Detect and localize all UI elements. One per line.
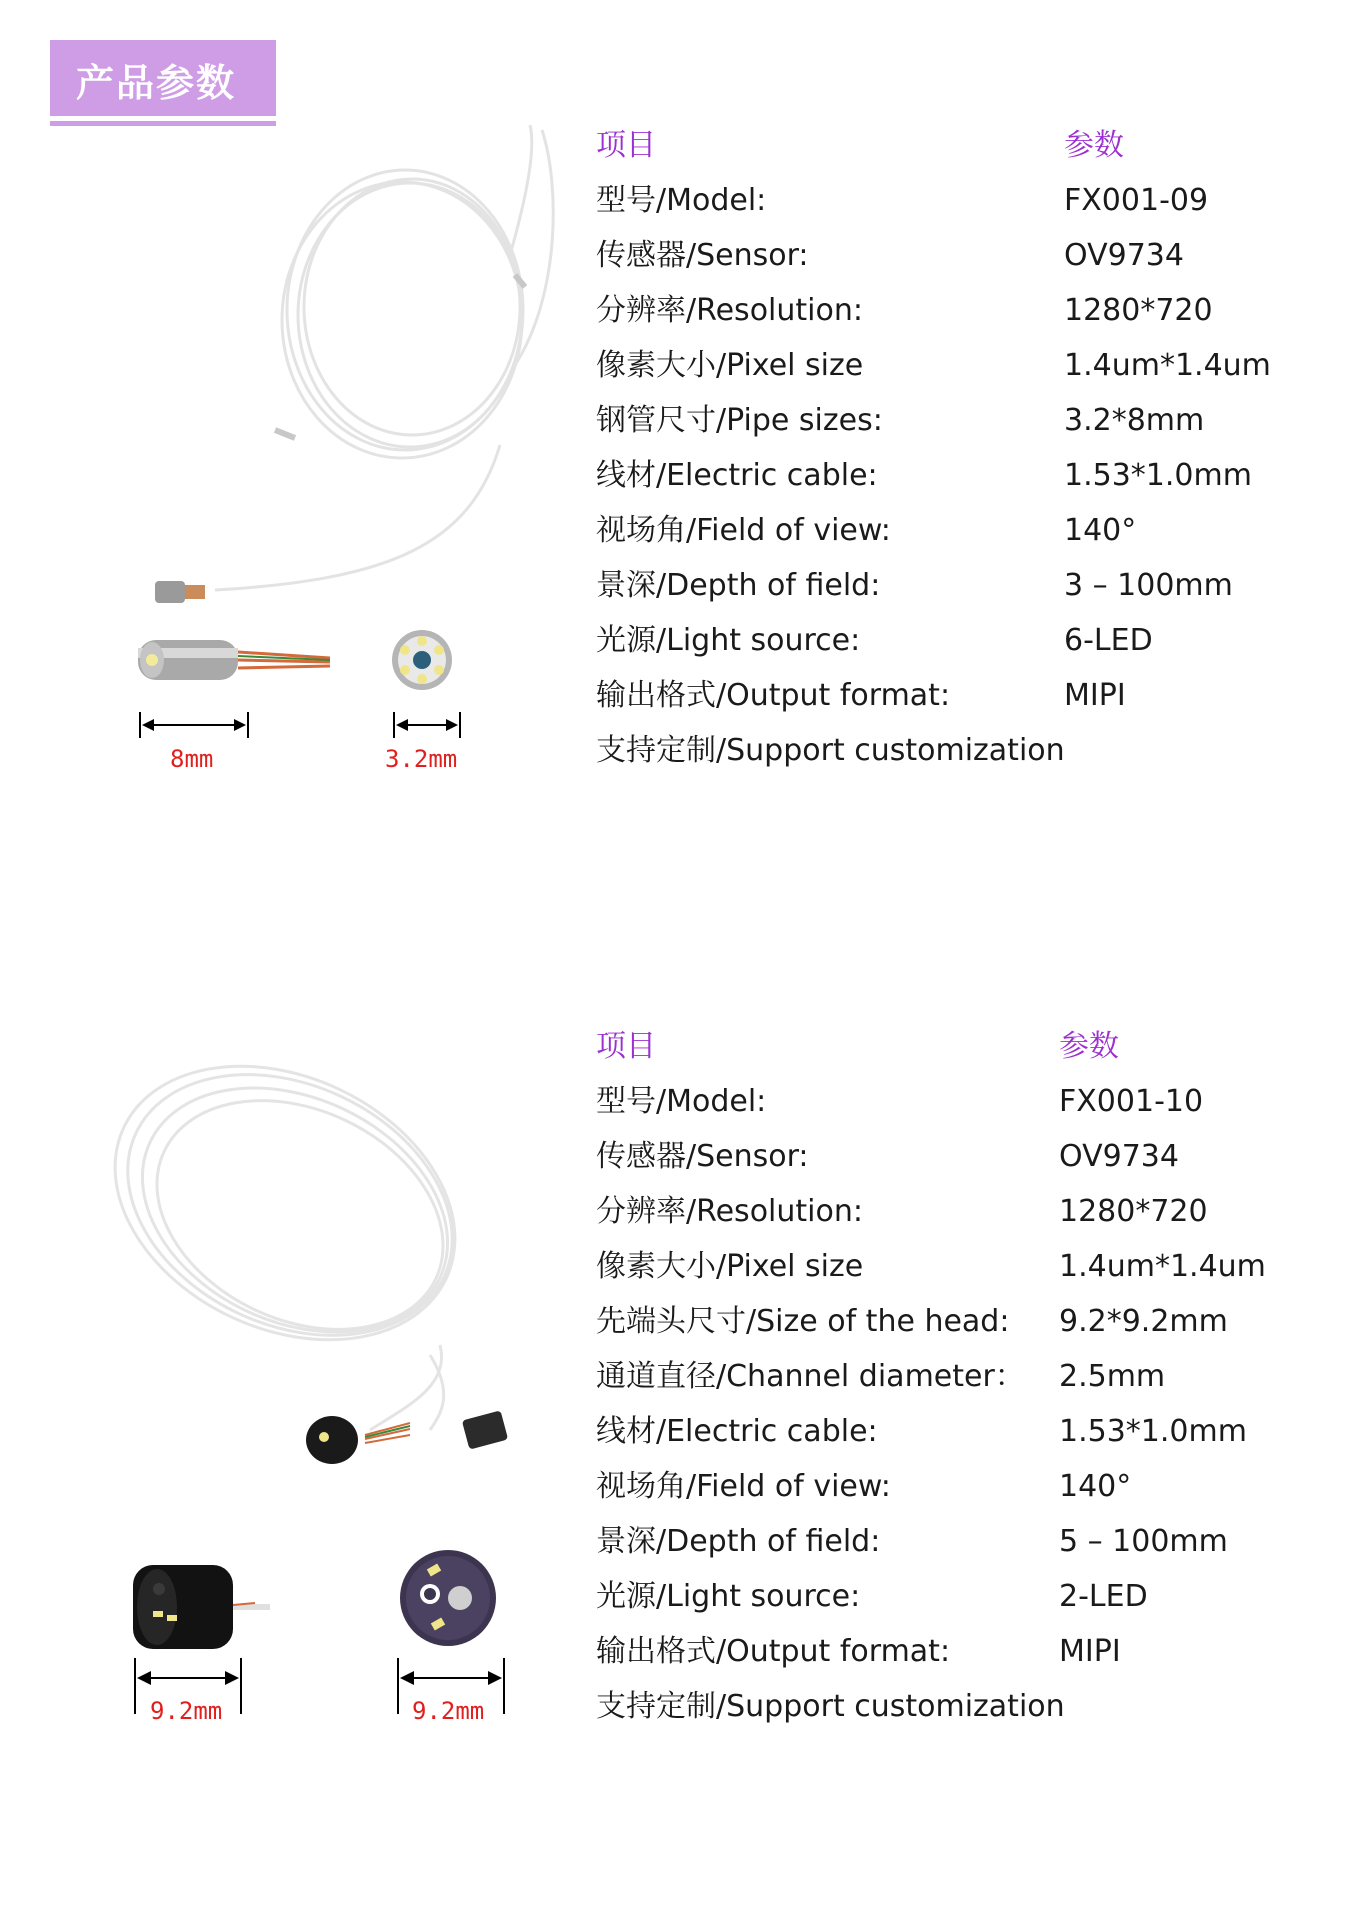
- product-2-length-label: 9.2mm: [150, 1697, 223, 1725]
- spec-label: 像素大小/Pixel size: [596, 1249, 864, 1284]
- spec-value: OV9734: [1064, 238, 1184, 273]
- spec-label: 输出格式/Output format:: [596, 678, 951, 713]
- item-header: 项目: [596, 128, 656, 163]
- spec-value: 140°: [1064, 513, 1137, 548]
- product-2-front-view-image: [398, 1548, 498, 1648]
- spec-value: 1280*720: [1059, 1194, 1208, 1229]
- spec-label: 钢管尺寸/Pipe sizes:: [596, 403, 883, 438]
- spec-label: 分辨率/Resolution:: [596, 1194, 863, 1229]
- spec-value: 9.2*9.2mm: [1059, 1304, 1228, 1339]
- spec-label: 光源/Light source:: [596, 1579, 861, 1614]
- spec-label: 传感器/Sensor:: [596, 238, 809, 273]
- item-header: 项目: [596, 1029, 656, 1064]
- product-1-side-view-image: [130, 630, 340, 690]
- value-header: 参数: [1064, 128, 1124, 163]
- spec-label: 支持定制/Support customization: [596, 733, 1065, 768]
- spec-label: 像素大小/Pixel size: [596, 348, 864, 383]
- spec-value: 3 – 100mm: [1064, 568, 1233, 603]
- spec-label: 视场角/Field of view:: [596, 1469, 891, 1504]
- spec-label: 型号/Model:: [596, 1084, 767, 1119]
- spec-value: MIPI: [1059, 1634, 1121, 1669]
- product-1-diameter-arrow: [392, 710, 462, 740]
- spec-label: 输出格式/Output format:: [596, 1634, 951, 1669]
- spec-label: 光源/Light source:: [596, 623, 861, 658]
- spec-value: 5 – 100mm: [1059, 1524, 1228, 1559]
- spec-label: 通道直径/Channel diameter：: [596, 1359, 1025, 1394]
- spec-label: 景深/Depth of field:: [596, 1524, 881, 1559]
- spec-value: 3.2*8mm: [1064, 403, 1205, 438]
- spec-value: 1.4um*1.4um: [1064, 348, 1271, 383]
- product-1-cable-image: [140, 125, 570, 605]
- spec-label: 先端头尺寸/Size of the head:: [596, 1304, 1010, 1339]
- spec-value: 1.4um*1.4um: [1059, 1249, 1266, 1284]
- spec-value: 2-LED: [1059, 1579, 1148, 1614]
- spec-value: OV9734: [1059, 1139, 1179, 1174]
- spec-value: 2.5mm: [1059, 1359, 1166, 1394]
- spec-value: 1280*720: [1064, 293, 1213, 328]
- spec-value: 1.53*1.0mm: [1064, 458, 1252, 493]
- spec-value: MIPI: [1064, 678, 1126, 713]
- product-2-side-view-image: [125, 1555, 275, 1655]
- value-header: 参数: [1059, 1029, 1119, 1064]
- spec-label: 型号/Model:: [596, 183, 767, 218]
- product-2-diameter-label: 9.2mm: [412, 1697, 485, 1725]
- spec-label: 线材/Electric cable:: [596, 1414, 878, 1449]
- spec-value: FX001-10: [1059, 1084, 1204, 1119]
- spec-label: 支持定制/Support customization: [596, 1689, 1065, 1724]
- section-header: [50, 40, 276, 116]
- spec-label: 视场角/Field of view:: [596, 513, 891, 548]
- spec-value: FX001-09: [1064, 183, 1209, 218]
- product-1-length-label: 8mm: [170, 745, 214, 773]
- spec-label: 景深/Depth of field:: [596, 568, 881, 603]
- spec-value: 140°: [1059, 1469, 1132, 1504]
- spec-label: 分辨率/Resolution:: [596, 293, 863, 328]
- spec-label: 线材/Electric cable:: [596, 458, 878, 493]
- spec-label: 传感器/Sensor:: [596, 1139, 809, 1174]
- spec-value: 1.53*1.0mm: [1059, 1414, 1247, 1449]
- product-1-front-view-image: [390, 628, 454, 692]
- section-title: 产品参数: [76, 61, 237, 105]
- product-1-diameter-label: 3.2mm: [385, 745, 458, 773]
- product-1-length-arrow: [138, 710, 250, 740]
- product-2-cable-image: [110, 1045, 530, 1485]
- spec-value: 6-LED: [1064, 623, 1153, 658]
